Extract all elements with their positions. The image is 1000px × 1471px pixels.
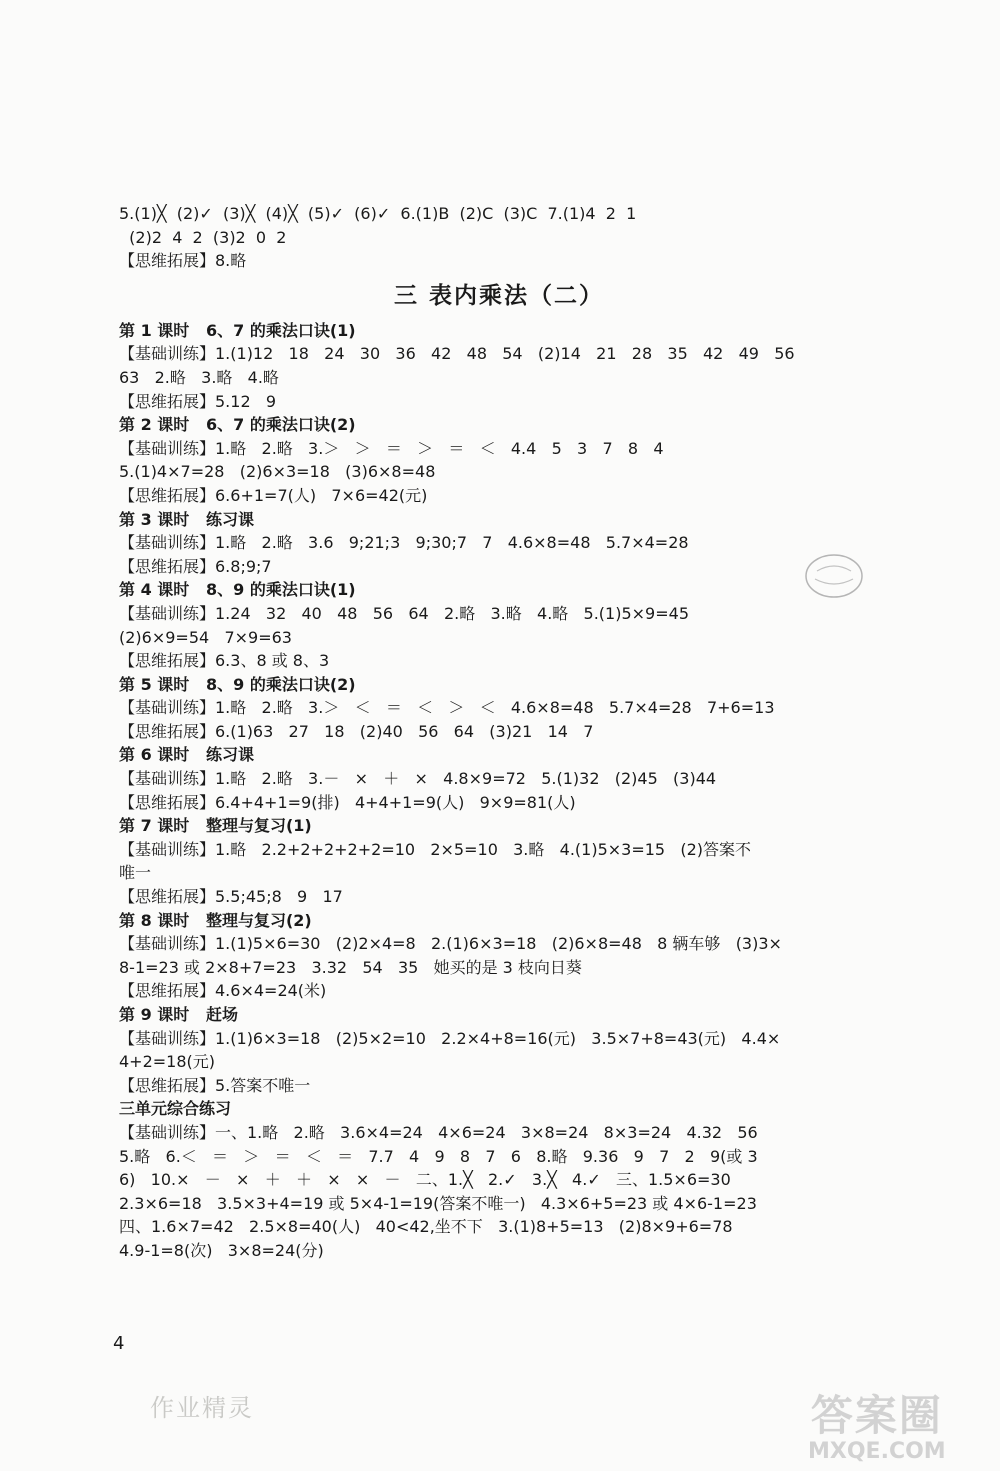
answer-line: 63 2.略 3.略 4.略	[119, 367, 279, 387]
answer-line: 【基础训练】一、1.略 2.略 3.6×4=24 4×6=24 3×8=24 8×3=24 4.32 56	[119, 1122, 758, 1142]
answer-line-1: 5.(1)╳ (2)✓ (3)╳ (4)╳ (5)✓ (6)✓ 6.(1)B (2)C (3)C 7.(1)4 2 1	[119, 204, 637, 223]
answer-line: 【基础训练】1.(1)6×3=18 (2)5×2=10 2.2×4+8=16(元) 3.5×7+8=43(元) 4.4×	[119, 1028, 781, 1048]
answer-lines	[119, 319, 879, 1263]
answer-line: 【思维拓展】6.4+4+1=9(排) 4+4+1=9(人) 9×9=81(人)	[119, 792, 576, 812]
page-number: 4	[113, 1333, 125, 1354]
answer-line: 4+2=18(元)	[119, 1052, 216, 1072]
answer-line: 4.9-1=8(次) 3×8=24(分)	[119, 1240, 324, 1260]
watermark	[808, 1383, 946, 1464]
answer-line-3: 【思维拓展】8.略	[119, 251, 247, 271]
lesson-heading: 第 2 课时 6、7 的乘法口诀(2)	[119, 415, 356, 435]
answer-line: 6) 10.× － × ＋ ＋ × × － 二、1.╳ 2.✓ 3.╳ 4.✓ 三、1.5×6=30	[119, 1170, 731, 1190]
answer-line: 【基础训练】1.24 32 40 48 56 64 2.略 3.略 4.略 5.(1)5×9=45	[119, 603, 690, 623]
lesson-heading: 第 4 课时 8、9 的乘法口诀(1)	[119, 580, 356, 600]
answer-line: (2)6×9=54 7×9=63	[119, 627, 292, 647]
lesson-heading: 第 5 课时 8、9 的乘法口诀(2)	[119, 674, 356, 694]
answer-line: 【思维拓展】5.答案不唯一	[119, 1075, 311, 1095]
answer-line: 2.3×6=18 3.5×3+4=19 或 5×4-1=19(答案不唯一) 4.3×6+5=23 或 4×6-1=23	[119, 1193, 757, 1213]
answer-line: 【基础训练】1.略 2.略 3.6 9;21;3 9;30;7 7 4.6×8=48 5.7×4=28	[119, 533, 689, 553]
answer-content	[119, 202, 879, 1263]
lesson-heading: 第 3 课时 练习课	[119, 509, 254, 529]
section-title: 三 表内乘法（二）	[393, 282, 604, 309]
answer-line: 唯一	[119, 863, 152, 883]
answer-line: 四、1.6×7=42 2.5×8=40(人) 40<42,坐不下 3.(1)8+5=13 (2)8×9+6=78	[119, 1217, 733, 1237]
watermark-url: MXQE.COM	[808, 1439, 946, 1464]
stamp-icon	[803, 551, 865, 601]
lesson-heading: 第 9 课时 赶场	[119, 1005, 238, 1024]
footer-logo: 作业精灵	[150, 1394, 254, 1422]
lesson-heading: 第 6 课时 练习课	[119, 745, 254, 765]
answer-line: 【思维拓展】6.8;9;7	[119, 556, 272, 576]
lesson-heading: 第 7 课时 整理与复习(1)	[119, 816, 312, 836]
answer-line: 【思维拓展】6.6+1=7(人) 7×6=42(元)	[119, 485, 428, 505]
answer-line: 【基础训练】1.略 2.略 3.－ × ＋ × 4.8×9=72 5.(1)32 (2)45 (3)44	[119, 769, 717, 789]
lesson-heading: 第 1 课时 6、7 的乘法口诀(1)	[119, 320, 356, 340]
answer-line: 【基础训练】1.略 2.2+2+2+2+2=10 2×5=10 3.略 4.(1)5×3=15 (2)答案不	[119, 839, 752, 859]
answer-line: 【基础训练】1.(1)12 18 24 30 36 42 48 54 (2)14 21 28 35 42 49 56	[119, 344, 795, 364]
lesson-heading: 第 8 课时 整理与复习(2)	[119, 910, 312, 930]
answer-line: 【基础训练】1.略 2.略 3.＞ ＜ ＝ ＜ ＞ ＜ 4.6×8=48 5.7×4=28 7+6=13	[119, 698, 775, 718]
lesson-heading: 三单元综合练习	[119, 1099, 232, 1119]
watermark-logo: 答案圈	[810, 1391, 943, 1440]
answer-line: 【基础训练】1.略 2.略 3.＞ ＞ ＝ ＞ ＝ ＜ 4.4 5 3 7 8 4	[119, 438, 664, 458]
answer-line: 【思维拓展】6.(1)63 27 18 (2)40 56 64 (3)21 14 7	[119, 721, 594, 741]
answer-line: 5.略 6.＜ ＝ ＞ ＝ ＜ ＝ 7.7 4 9 8 7 6 8.略 9.36 9 7 2 9(或 3	[119, 1146, 758, 1166]
answer-line: 【思维拓展】5.12 9	[119, 391, 277, 411]
answer-line: 【思维拓展】6.3、8 或 8、3	[119, 651, 330, 671]
answer-line: 【基础训练】1.(1)5×6=30 (2)2×4=8 2.(1)6×3=18 (2)6×8=48 8 辆车够 (3)3×	[119, 934, 782, 954]
answer-line: 【思维拓展】4.6×4=24(米)	[119, 981, 327, 1001]
answer-line: 5.(1)4×7=28 (2)6×3=18 (3)6×8=48	[119, 462, 436, 482]
answer-line-2: (2)2 4 2 (3)2 0 2	[119, 227, 287, 247]
answer-line: 8-1=23 或 2×8+7=23 3.32 54 35 她买的是 3 枝向日葵	[119, 957, 582, 977]
answer-line: 【思维拓展】5.5;45;8 9 17	[119, 887, 343, 907]
